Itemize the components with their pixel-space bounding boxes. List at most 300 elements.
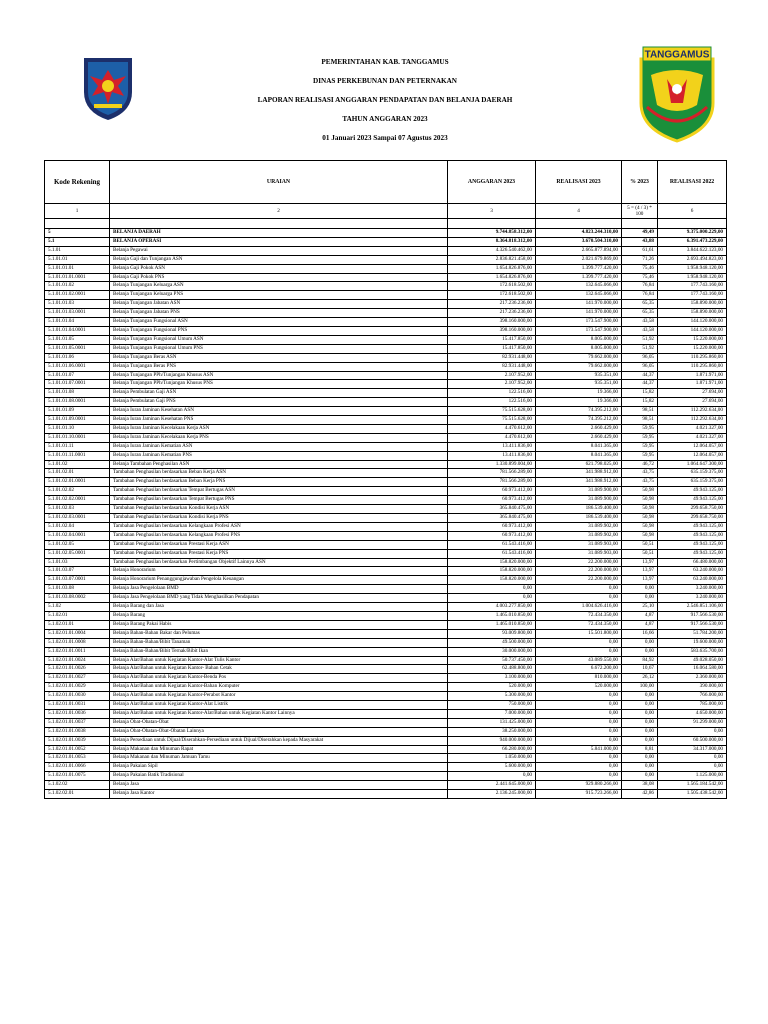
cell-realisasi-2023: 4.823.244.310,00 [536, 229, 622, 238]
header-kode-rekening: Kode Rekening [45, 161, 110, 204]
cell-realisasi-2023: 141.970.000,00 [536, 309, 622, 318]
cell-uraian: Tambahan Penghasilan berdasarkan Kelangkaan Profesi ASN [110, 522, 448, 531]
cell-anggaran: 217.236.236,00 [448, 309, 536, 318]
header-realisasi-2023: REALISASI 2023 [536, 161, 622, 204]
cell-realisasi-2022: 0,00 [658, 727, 727, 736]
cell-realisasi-2022: 177.743.160,00 [658, 291, 727, 300]
tanggamus-emblem-icon [637, 45, 717, 143]
table-body [45, 229, 727, 799]
cell-uraian: Belanja Alat/Bahan untuk Kegiatan Kantor-Alat Listrik [110, 701, 448, 710]
department-emblem-icon [80, 52, 136, 122]
cell-kode: 5.1.01.03 [45, 558, 110, 567]
cell-kode: 5.1.01.01.01.0001 [45, 273, 110, 282]
cell-anggaran: 1.050.000,00 [448, 754, 536, 763]
cell-realisasi-2023: 22.200.000,00 [536, 567, 622, 576]
cell-uraian: Belanja Obat-Obatan-Obat-Obatan Lainnya [110, 727, 448, 736]
cell-realisasi-2023: 935.351,00 [536, 380, 622, 389]
cell-realisasi-2023: 31.089.903,00 [536, 549, 622, 558]
cell-anggaran: 781.566.289,00 [448, 478, 536, 487]
cell-anggaran: 365.840.475,00 [448, 514, 536, 523]
cell-percent: 0,00 [622, 701, 658, 710]
cell-kode: 5.1.01.02.02.0001 [45, 496, 110, 505]
cell-realisasi-2023: 0,00 [536, 727, 622, 736]
cell-realisasi-2022: 27.694,00 [658, 398, 727, 407]
cell-kode: 5.1.01.01.09 [45, 407, 110, 416]
cell-percent: 50,98 [622, 514, 658, 523]
cell-percent: 51,92 [622, 344, 658, 353]
cell-kode: 5.1.02.01.01.0038 [45, 727, 110, 736]
cell-percent: 43,75 [622, 469, 658, 478]
cell-percent: 44,37 [622, 380, 658, 389]
cell-kode: 5.1.02.01.01.0011 [45, 647, 110, 656]
cell-realisasi-2023: 2.665.877.894,00 [536, 246, 622, 255]
cell-uraian: Tambahan Penghasilan berdasarkan Kondisi Kerja PNS [110, 514, 448, 523]
cell-realisasi-2022: 1.064.647.300,00 [658, 460, 727, 469]
cell-realisasi-2023: 31.089.903,00 [536, 540, 622, 549]
cell-uraian: Belanja Jasa Kantor [110, 790, 448, 799]
cell-realisasi-2023: 0,00 [536, 763, 622, 772]
cell-percent: 0,00 [622, 718, 658, 727]
table-row [45, 469, 727, 478]
cell-realisasi-2023: 1.004.626.416,00 [536, 603, 622, 612]
cell-uraian: Belanja Tunjangan Keluarga PNS [110, 291, 448, 300]
cell-uraian: Belanja Tunjangan Fungsional Umum PNS [110, 344, 448, 353]
cell-realisasi-2022: 49.943.125,00 [658, 496, 727, 505]
cell-uraian: Belanja Barang [110, 611, 448, 620]
cell-uraian: Belanja Obat-Obatan-Obat [110, 718, 448, 727]
cell-kode: 5.1.01.01.10 [45, 424, 110, 433]
header-realisasi-2022: REALISASI 2022 [658, 161, 727, 204]
header-percent: % 2023 [622, 161, 658, 204]
cell-kode: 5.1.01.01.06.0001 [45, 362, 110, 371]
cell-anggaran: 75.515.628,00 [448, 416, 536, 425]
cell-anggaran: 30.000.000,00 [448, 647, 536, 656]
cell-realisasi-2022: 91.299.000,00 [658, 718, 727, 727]
spacer-cell [622, 219, 658, 229]
cell-kode: 5.1.02.01.01.0024 [45, 656, 110, 665]
table-row [45, 318, 727, 327]
table-row [45, 701, 727, 710]
cell-kode: 5.1.01.01.03 [45, 300, 110, 309]
cell-percent: 0,00 [622, 763, 658, 772]
cell-percent: 59,95 [622, 442, 658, 451]
cell-uraian: Belanja Makanan dan Minuman Jamuan Tamu [110, 754, 448, 763]
table-row [45, 727, 727, 736]
cell-uraian: Belanja Bahan-Bahan Bakar dan Pelumas [110, 629, 448, 638]
cell-anggaran: 82.931.448,00 [448, 362, 536, 371]
cell-kode: 5.1.02.01.01.0039 [45, 736, 110, 745]
table-row [45, 647, 727, 656]
cell-realisasi-2023: 8.005.000,00 [536, 335, 622, 344]
header-fiscal-year: TAHUN ANGGARAN 2023 [342, 115, 428, 123]
table-row [45, 362, 727, 371]
cell-realisasi-2022: 112.292.634,00 [658, 416, 727, 425]
cell-kode: 5.1.01.01.11 [45, 442, 110, 451]
cell-realisasi-2023: 2.660.429,00 [536, 433, 622, 442]
cell-realisasi-2023: 929.880.266,00 [536, 781, 622, 790]
cell-anggaran: 5.600.000,00 [448, 763, 536, 772]
cell-uraian: Belanja Pakaian Batik Tradisional [110, 772, 448, 781]
cell-realisasi-2022: 144.120.000,00 [658, 326, 727, 335]
table-row [45, 416, 727, 425]
cell-realisasi-2022: 15.220.000,00 [658, 344, 727, 353]
cell-kode: 5.1.02.01.01.0037 [45, 718, 110, 727]
cell-anggaran: 172.618.502,00 [448, 291, 536, 300]
table-row [45, 433, 727, 442]
table-row [45, 273, 727, 282]
table-row [45, 576, 727, 585]
cell-anggaran: 158.820.000,00 [448, 576, 536, 585]
cell-kode: 5.1.02.02 [45, 781, 110, 790]
cell-uraian: Belanja Persediaan untuk Dijual/Diserahkan-Persediaan untuk Dijual/Diserahkan kepada Masyarakat [110, 736, 448, 745]
cell-uraian: Belanja Iuran Jaminan Kematian ASN [110, 442, 448, 451]
cell-uraian: Belanja Iuran Jaminan Kecelakaan Kerja PNS [110, 433, 448, 442]
cell-anggaran: 60.973.412,00 [448, 522, 536, 531]
table-row [45, 505, 727, 514]
cell-anggaran: 0,00 [448, 585, 536, 594]
cell-percent: 0,00 [622, 638, 658, 647]
cell-realisasi-2022: 299.658.750,00 [658, 514, 727, 523]
cell-anggaran: 9.744.858.312,00 [448, 229, 536, 238]
cell-anggaran: 1.654.826.876,00 [448, 273, 536, 282]
cell-percent: 0,00 [622, 585, 658, 594]
cell-uraian: Belanja Tunjangan Fungsional Umum ASN [110, 335, 448, 344]
cell-uraian: Belanja Barang dan Jasa [110, 603, 448, 612]
cell-realisasi-2022: 144.120.000,00 [658, 318, 727, 327]
cell-percent: 50,51 [622, 549, 658, 558]
table-row [45, 558, 727, 567]
table-row [45, 335, 727, 344]
cell-percent: 26,12 [622, 674, 658, 683]
subheader-col4: 4 [536, 204, 622, 219]
cell-anggaran: 398.160.000,00 [448, 318, 536, 327]
cell-realisasi-2022: 177.743.160,00 [658, 282, 727, 291]
cell-realisasi-2022: 112.292.634,00 [658, 407, 727, 416]
cell-anggaran: 2.836.821.458,00 [448, 255, 536, 264]
cell-percent: 96,05 [622, 353, 658, 362]
cell-kode: 5.1.02.01.01.0004 [45, 629, 110, 638]
cell-anggaran: 172.618.502,00 [448, 282, 536, 291]
cell-kode: 5.1.02.01.01.0030 [45, 692, 110, 701]
cell-percent: 96,05 [622, 362, 658, 371]
cell-anggaran: 2.136.245.000,00 [448, 790, 536, 799]
cell-kode: 5.1.01 [45, 246, 110, 255]
cell-uraian: Tambahan Penghasilan berdasarkan Prestasi Kerja ASN [110, 540, 448, 549]
cell-uraian: Belanja Jasa [110, 781, 448, 790]
cell-percent: 50,98 [622, 531, 658, 540]
table-row [45, 291, 727, 300]
cell-realisasi-2022: 16.064.580,00 [658, 665, 727, 674]
cell-percent: 43,88 [622, 237, 658, 246]
cell-realisasi-2022: 60.500.000,00 [658, 736, 727, 745]
cell-percent: 0,00 [622, 736, 658, 745]
cell-percent: 25,10 [622, 603, 658, 612]
spacer-cell [110, 219, 448, 229]
cell-kode: 5.1.01.02.05.0001 [45, 549, 110, 558]
cell-percent: 0,00 [622, 772, 658, 781]
cell-anggaran: 49.500.000,00 [448, 638, 536, 647]
cell-anggaran: 0,00 [448, 772, 536, 781]
cell-realisasi-2023: 341.988.912,00 [536, 478, 622, 487]
cell-realisasi-2022: 110.295.860,00 [658, 353, 727, 362]
cell-realisasi-2022: 27.694,00 [658, 389, 727, 398]
cell-realisasi-2023: 0,00 [536, 701, 622, 710]
header-government: PEMERINTAHAN KAB. TANGGAMUS [321, 58, 449, 66]
cell-realisasi-2022: 12.064.057,00 [658, 451, 727, 460]
cell-percent: 46,72 [622, 460, 658, 469]
cell-realisasi-2022: 49.943.125,00 [658, 531, 727, 540]
cell-realisasi-2023: 2.021.679.869,00 [536, 255, 622, 264]
cell-kode: 5.1.01.02.04 [45, 522, 110, 531]
table-row [45, 718, 727, 727]
cell-uraian: Tambahan Penghasilan berdasarkan Kelangkaan Profesi PNS [110, 531, 448, 540]
cell-percent: 42,86 [622, 790, 658, 799]
cell-percent: 65,35 [622, 309, 658, 318]
subheader-col6: 6 [658, 204, 727, 219]
cell-anggaran: 781.566.289,00 [448, 469, 536, 478]
table-row [45, 522, 727, 531]
cell-realisasi-2022: 583.635.700,00 [658, 647, 727, 656]
cell-percent: 43,58 [622, 326, 658, 335]
cell-anggaran: 1.465.010.850,00 [448, 620, 536, 629]
cell-uraian: Belanja Iuran Jaminan Kematian PNS [110, 451, 448, 460]
cell-realisasi-2023: 0,00 [536, 594, 622, 603]
cell-anggaran: 158.820.000,00 [448, 567, 536, 576]
cell-realisasi-2022: 635.159.375,00 [658, 478, 727, 487]
cell-percent: 59,95 [622, 424, 658, 433]
cell-kode: 5.1.01.01 [45, 255, 110, 264]
cell-realisasi-2022: 6.391.473.229,00 [658, 237, 727, 246]
table-row [45, 344, 727, 353]
cell-realisasi-2022: 1.505.438.542,00 [658, 790, 727, 799]
cell-uraian: Belanja Tunjangan Jabatan ASN [110, 300, 448, 309]
cell-realisasi-2022: 9.375.000.229,00 [658, 229, 727, 238]
cell-realisasi-2023: 8.041.365,00 [536, 442, 622, 451]
cell-anggaran: 217.236.236,00 [448, 300, 536, 309]
cell-realisasi-2023: 31.089.902,00 [536, 531, 622, 540]
header-anggaran: ANGGARAN 2023 [448, 161, 536, 204]
cell-anggaran: 122.516,00 [448, 389, 536, 398]
table-row [45, 638, 727, 647]
table-row [45, 237, 727, 246]
cell-realisasi-2022: 19.600.000,00 [658, 638, 727, 647]
cell-percent: 51,92 [622, 335, 658, 344]
cell-percent: 15,82 [622, 389, 658, 398]
cell-realisasi-2022: 49.943.125,00 [658, 549, 727, 558]
cell-kode: 5.1.02.01.01.0053 [45, 754, 110, 763]
cell-anggaran: 7.000.000,00 [448, 709, 536, 718]
cell-realisasi-2023: 173.547.900,00 [536, 326, 622, 335]
cell-uraian: Belanja Tunjangan Jabatan PNS [110, 309, 448, 318]
cell-anggaran: 0,00 [448, 594, 536, 603]
cell-kode: 5.1.01.01.02 [45, 282, 110, 291]
cell-realisasi-2022: 2.693.494.823,00 [658, 255, 727, 264]
cell-realisasi-2022: 12.064.057,00 [658, 442, 727, 451]
cell-anggaran: 122.516,00 [448, 398, 536, 407]
table-row [45, 754, 727, 763]
cell-uraian: Belanja Honorarium [110, 567, 448, 576]
table-row [45, 692, 727, 701]
cell-anggaran: 4.326.540.462,00 [448, 246, 536, 255]
cell-kode: 5.1.02.01.01.0026 [45, 665, 110, 674]
cell-percent: 43,58 [622, 318, 658, 327]
cell-realisasi-2022: 1.565.184.542,00 [658, 781, 727, 790]
cell-kode: 5.1.01.01.11.0001 [45, 451, 110, 460]
cell-uraian: Tambahan Penghasilan berdasarkan Pertimbangan Objektif Lainnya ASN [110, 558, 448, 567]
table-row [45, 478, 727, 487]
table-row [45, 620, 727, 629]
cell-anggaran: 61.543.416,00 [448, 540, 536, 549]
cell-kode: 5.1.01.01.05.0001 [45, 344, 110, 353]
header-uraian: URAIAN [110, 161, 448, 204]
table-row [45, 487, 727, 496]
cell-realisasi-2023: 0,00 [536, 692, 622, 701]
subheader-col5: 5 = (4 / 3) * 100 [622, 204, 658, 219]
cell-anggaran: 1.654.826.876,00 [448, 264, 536, 273]
cell-percent: 50,98 [622, 496, 658, 505]
cell-kode: 5.1.01.03.07 [45, 567, 110, 576]
cell-realisasi-2023: 19.366,00 [536, 398, 622, 407]
cell-uraian: Belanja Pembulatan Gaji PNS [110, 398, 448, 407]
cell-percent: 100,00 [622, 683, 658, 692]
cell-realisasi-2023: 141.970.000,00 [536, 300, 622, 309]
tanggamus-banner-text: TANGGAMUS [644, 49, 710, 61]
cell-realisasi-2023: 31.089.902,00 [536, 522, 622, 531]
spacer-cell [45, 219, 110, 229]
cell-kode: 5.1.02.01.01.0075 [45, 772, 110, 781]
cell-uraian: Belanja Tunjangan Fungsional PNS [110, 326, 448, 335]
cell-realisasi-2023: 72.434.350,00 [536, 611, 622, 620]
cell-uraian: Tambahan Penghasilan berdasarkan Beban Kerja PNS [110, 478, 448, 487]
cell-uraian: Belanja Bahan-Bahan/Bibit Ternak/Bibit Ikan [110, 647, 448, 656]
table-row [45, 611, 727, 620]
cell-uraian: Tambahan Penghasilan berdasarkan Beban Kerja ASN [110, 469, 448, 478]
table-row [45, 442, 727, 451]
cell-realisasi-2023: 1.399.777.420,00 [536, 264, 622, 273]
table-row [45, 255, 727, 264]
cell-uraian: Tambahan Penghasilan berdasarkan Tempat Bertugas ASN [110, 487, 448, 496]
cell-anggaran: 82.931.448,00 [448, 353, 536, 362]
cell-uraian: Belanja Barang Pakai Habis [110, 620, 448, 629]
table-row [45, 540, 727, 549]
cell-kode: 5.1.02.01.01.0029 [45, 683, 110, 692]
table-row [45, 781, 727, 790]
cell-uraian: Tambahan Penghasilan berdasarkan Tempat Bertugas PNS [110, 496, 448, 505]
cell-percent: 44,37 [622, 371, 658, 380]
table-row [45, 629, 727, 638]
table-row [45, 665, 727, 674]
cell-realisasi-2022: 4.650.000,00 [658, 709, 727, 718]
table-header-row [45, 161, 727, 204]
cell-kode: 5.1.01.01.06 [45, 353, 110, 362]
cell-anggaran: 2.441.645.000,00 [448, 781, 536, 790]
cell-realisasi-2023: 810.000,00 [536, 674, 622, 683]
cell-realisasi-2023: 79.662.000,00 [536, 362, 622, 371]
cell-realisasi-2023: 1.399.777.420,00 [536, 273, 622, 282]
cell-uraian: Belanja Alat/Bahan untuk Kegiatan Kantor-Bahan Komputer [110, 683, 448, 692]
cell-anggaran: 1.465.010.850,00 [448, 611, 536, 620]
cell-uraian: Belanja Iuran Jaminan Kecelakaan Kerja ASN [110, 424, 448, 433]
cell-realisasi-2022: 390.000,00 [658, 683, 727, 692]
table-row [45, 594, 727, 603]
cell-anggaran: 158.820.000,00 [448, 558, 536, 567]
cell-kode: 5.1.01.02.02 [45, 487, 110, 496]
cell-realisasi-2022: 3.240.000,00 [658, 585, 727, 594]
cell-anggaran: 4.470.612,00 [448, 433, 536, 442]
cell-anggaran: 15.417.850,00 [448, 335, 536, 344]
cell-kode: 5.1.01.01.05 [45, 335, 110, 344]
cell-realisasi-2022: 2.360.000,00 [658, 674, 727, 683]
cell-realisasi-2023: 0,00 [536, 638, 622, 647]
cell-realisasi-2023: 186.539.400,00 [536, 514, 622, 523]
cell-uraian: Tambahan Penghasilan berdasarkan Prestasi Kerja PNS [110, 549, 448, 558]
cell-realisasi-2023: 520.000,00 [536, 683, 622, 692]
cell-anggaran: 15.417.850,00 [448, 344, 536, 353]
cell-realisasi-2023: 915.723.266,00 [536, 790, 622, 799]
table-row [45, 264, 727, 273]
cell-anggaran: 2.107.952,00 [448, 380, 536, 389]
cell-realisasi-2022: 4.021.327,00 [658, 424, 727, 433]
cell-anggaran: 60.973.412,00 [448, 487, 536, 496]
cell-realisasi-2022: 49.943.125,00 [658, 522, 727, 531]
cell-realisasi-2022: 1.958.948.120,00 [658, 264, 727, 273]
cell-uraian: Belanja Tunjangan Beras ASN [110, 353, 448, 362]
cell-uraian: Belanja Bahan-Bahan/Bibit Tanaman [110, 638, 448, 647]
cell-realisasi-2023: 0,00 [536, 709, 622, 718]
cell-realisasi-2023: 186.539.400,00 [536, 505, 622, 514]
cell-percent: 98,51 [622, 416, 658, 425]
table-row [45, 451, 727, 460]
cell-kode: 5.1.01.01.09.0001 [45, 416, 110, 425]
cell-realisasi-2023: 19.366,00 [536, 389, 622, 398]
cell-realisasi-2023: 79.662.000,00 [536, 353, 622, 362]
cell-percent: 50,51 [622, 540, 658, 549]
table-row [45, 790, 727, 799]
cell-anggaran: 4.003.277.850,00 [448, 603, 536, 612]
cell-realisasi-2023: 0,00 [536, 736, 622, 745]
cell-percent: 61,61 [622, 246, 658, 255]
cell-anggaran: 60.973.412,00 [448, 496, 536, 505]
cell-realisasi-2023: 132.645.066,00 [536, 291, 622, 300]
cell-realisasi-2023: 74.395.212,00 [536, 407, 622, 416]
cell-uraian: Belanja Pegawai [110, 246, 448, 255]
cell-percent: 50,98 [622, 522, 658, 531]
cell-percent: 0,00 [622, 647, 658, 656]
cell-realisasi-2022: 917.566.530,00 [658, 620, 727, 629]
cell-anggaran: 131.425.000,00 [448, 718, 536, 727]
cell-realisasi-2023: 22.200.000,00 [536, 576, 622, 585]
cell-kode: 5.1 [45, 237, 110, 246]
cell-realisasi-2022: 15.220.000,00 [658, 335, 727, 344]
subheader-col1: 1 [45, 204, 110, 219]
cell-kode: 5.1.02 [45, 603, 110, 612]
cell-realisasi-2022: 158.890.000,00 [658, 300, 727, 309]
cell-kode: 5.1.01.01.02.0001 [45, 291, 110, 300]
table-row [45, 763, 727, 772]
cell-percent: 76,84 [622, 291, 658, 300]
cell-anggaran: 4.470.612,00 [448, 424, 536, 433]
cell-realisasi-2023: 132.645.066,00 [536, 282, 622, 291]
table-row [45, 407, 727, 416]
cell-uraian: BELANJA DAERAH [110, 229, 448, 238]
cell-anggaran: 13.411.836,00 [448, 442, 536, 451]
table-row [45, 398, 727, 407]
cell-percent: 75,46 [622, 273, 658, 282]
table-row [45, 683, 727, 692]
cell-realisasi-2023: 74.395.212,00 [536, 416, 622, 425]
cell-anggaran: 520.000,00 [448, 683, 536, 692]
cell-percent: 13,97 [622, 576, 658, 585]
